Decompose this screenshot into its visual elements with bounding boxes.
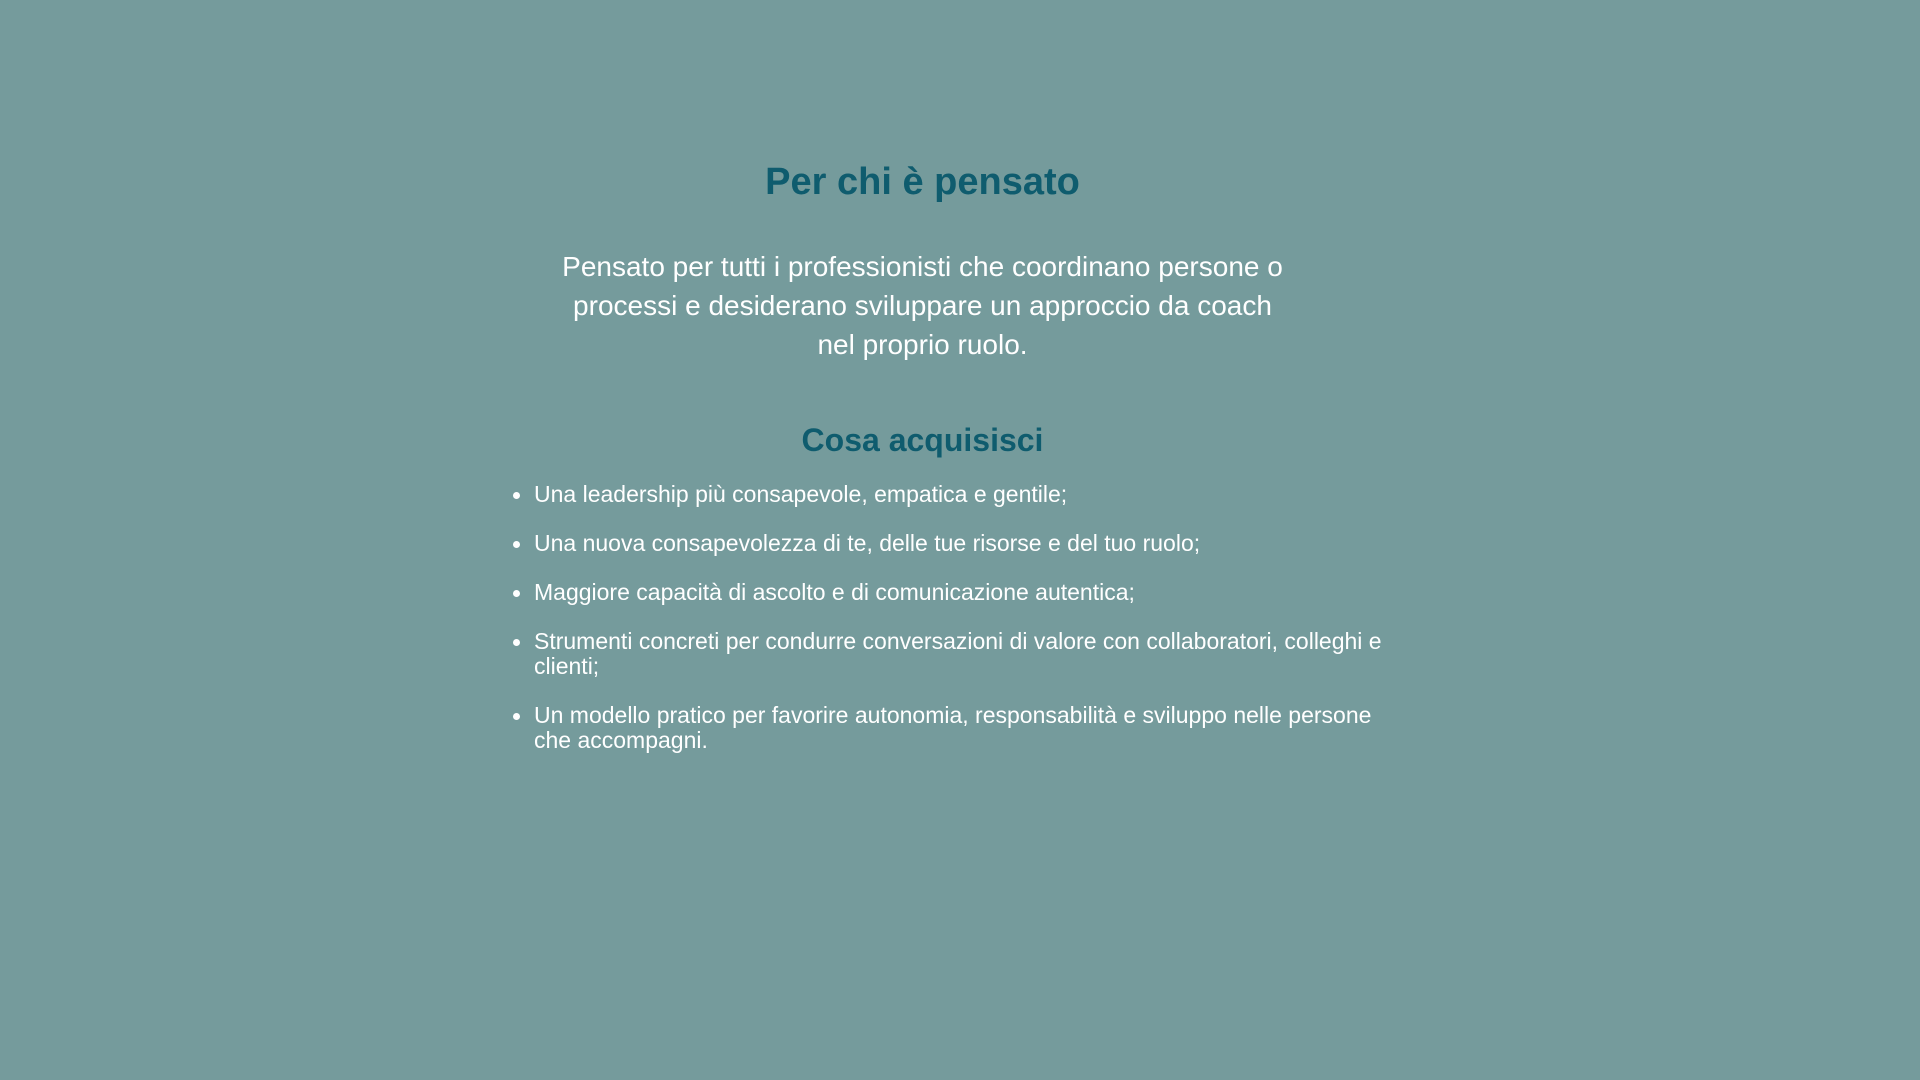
bullet-icon xyxy=(513,713,520,720)
benefit-text: Strumenti concreti per condurre conversazioni di valore con collaboratori, colleghi e clienti; xyxy=(534,628,1382,679)
list-item xyxy=(505,531,1385,556)
bullet-icon xyxy=(513,492,520,499)
bullet-icon xyxy=(513,639,520,646)
benefit-text: Un modello pratico per favorire autonomia, responsabilità e sviluppo nelle persone che accompagni. xyxy=(534,702,1372,753)
benefit-text: Una nuova consapevolezza di te, delle tue risorse e del tuo ruolo; xyxy=(534,530,1201,556)
slide-title: Per chi è pensato xyxy=(765,161,1080,203)
benefit-text: Maggiore capacità di ascolto e di comunicazione autentica; xyxy=(534,579,1135,605)
list-item xyxy=(505,629,1385,679)
list-item xyxy=(505,703,1385,753)
section-subtitle: Cosa acquisisci xyxy=(801,422,1044,458)
list-item xyxy=(505,482,1385,507)
benefit-text: Una leadership più consapevole, empatica e gentile; xyxy=(534,481,1068,507)
intro-paragraph: Pensato per tutti i professionisti che coordinano persone o processi e desiderano sviluppare un approccio da coach nel proprio ruolo. xyxy=(562,251,1283,360)
list-item xyxy=(505,580,1385,605)
bullet-icon xyxy=(513,590,520,597)
benefits-list xyxy=(505,482,1385,777)
bullet-icon xyxy=(513,541,520,548)
